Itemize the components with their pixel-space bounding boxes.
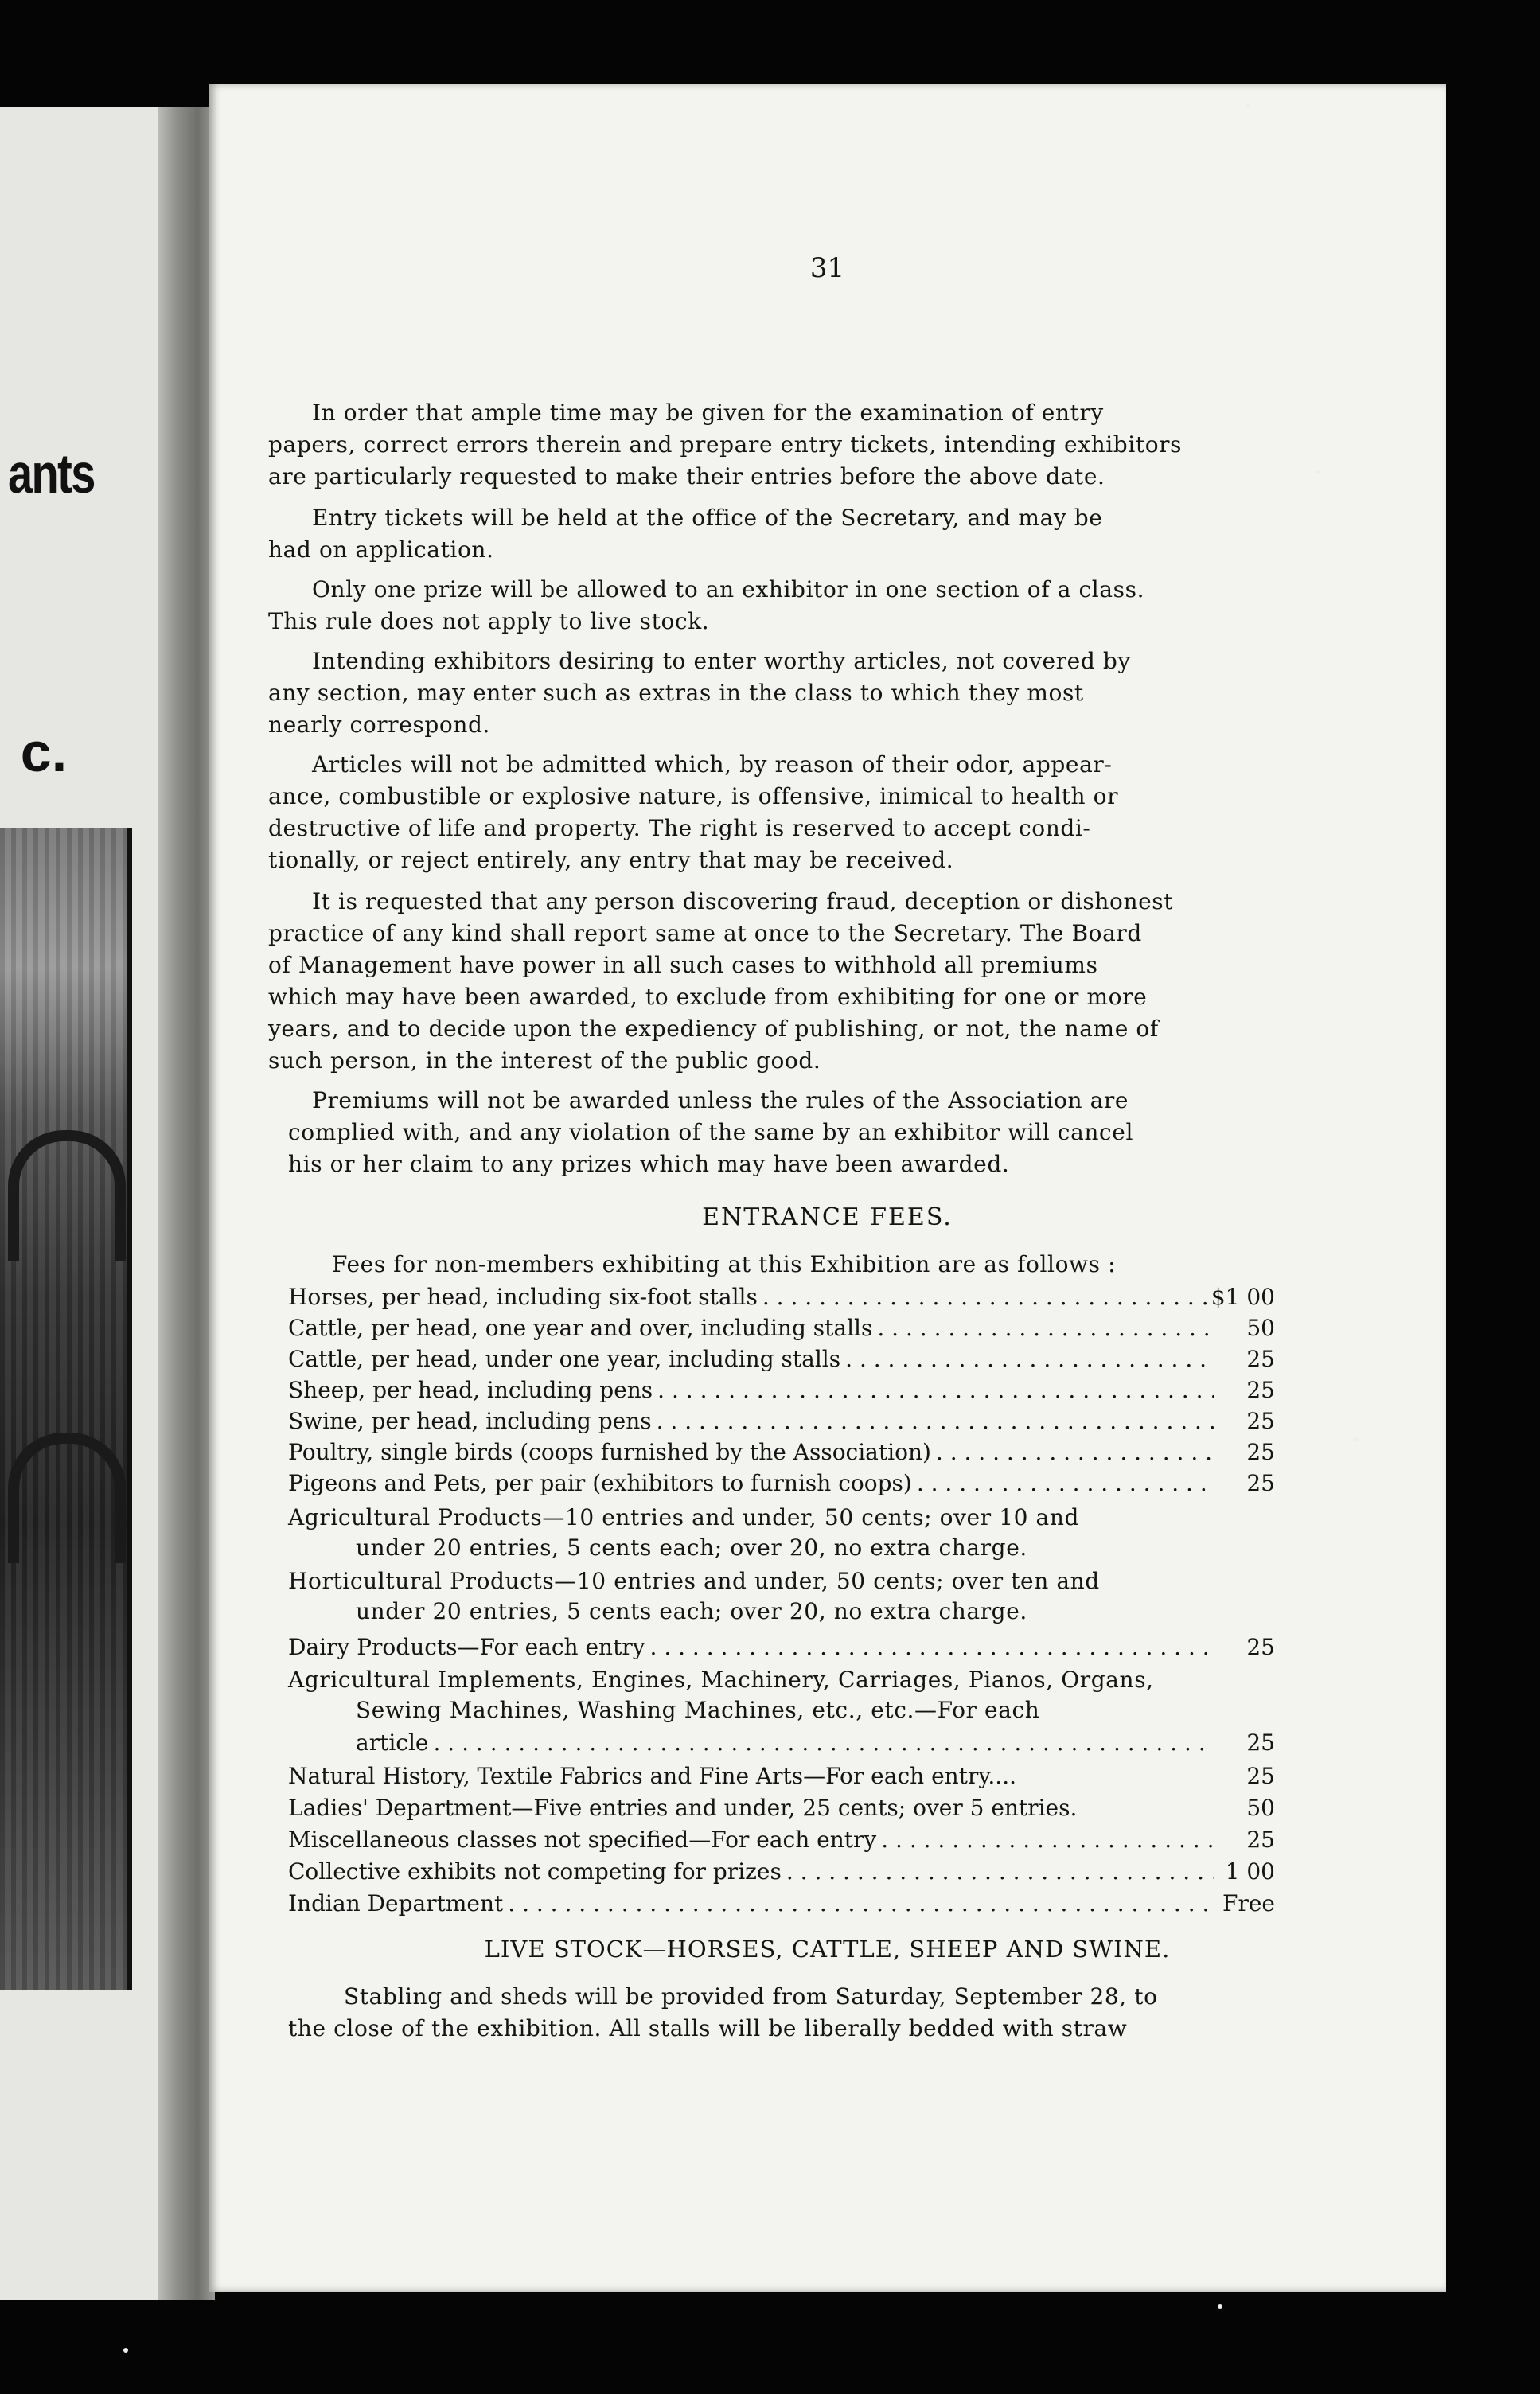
left-page-word-fragment: ants: [8, 443, 95, 505]
left-page-building-photo: [0, 828, 132, 1990]
horti-products-line: under 20 entries, 5 cents each; over 20, no extra charge.: [356, 1598, 1027, 1624]
fee-label: Indian Department: [288, 1890, 504, 1916]
fee-label: Horses, per head, including six-foot stalls: [288, 1284, 758, 1310]
fee-row: [288, 1284, 1275, 1311]
paragraph-line: destructive of life and property. The right is reserved to accept condi-: [268, 815, 1091, 841]
paragraph-line: Articles will not be admitted which, by reason of their odor, appear-: [312, 751, 1113, 778]
scan-speck: [1246, 103, 1250, 108]
paragraph-line: which may have been awarded, to exclude from exhibiting for one or more: [268, 984, 1148, 1010]
fee-label: Cattle, per head, one year and over, including stalls: [288, 1315, 873, 1341]
photo-arch: [8, 1433, 126, 1563]
paragraph-line: Entry tickets will be held at the office of the Secretary, and may be: [312, 505, 1103, 531]
paragraph-line: nearly correspond.: [268, 712, 491, 738]
paragraph-line: Only one prize will be allowed to an exhibitor in one section of a class.: [312, 576, 1145, 602]
paragraph-line: his or her claim to any prizes which may have been awarded.: [288, 1151, 1010, 1177]
implements-line: Agricultural Implements, Engines, Machinery, Carriages, Pianos, Organs,: [288, 1667, 1154, 1693]
fee-row: [288, 1795, 1275, 1822]
paragraph-line: It is requested that any person discovering fraud, deception or dishonest: [312, 888, 1174, 914]
fee-label: Miscellaneous classes not specified—For each entry: [288, 1827, 877, 1853]
agri-products-line: Agricultural Products—10 entries and under, 50 cents; over 10 and: [288, 1504, 1079, 1530]
dot-leader: [657, 1377, 1214, 1403]
implements-line: Sewing Machines, Washing Machines, etc., etc.—For each: [356, 1697, 1040, 1723]
paragraph-line: In order that ample time may be given for the examination of entry: [312, 400, 1104, 426]
entrance-fees-heading: ENTRANCE FEES.: [702, 1203, 953, 1231]
scan-speck: [123, 2348, 128, 2353]
paragraph-line: complied with, and any violation of the same by an exhibitor will cancel: [288, 1119, 1134, 1145]
dot-leader: [936, 1439, 1214, 1465]
scan-speck: [1218, 2304, 1222, 2309]
fee-amount: Free: [1222, 1890, 1275, 1916]
paragraph-line: Intending exhibitors desiring to enter worthy articles, not covered by: [312, 648, 1131, 674]
fee-row-implements: [356, 1729, 1275, 1757]
scan-speck: [1353, 1437, 1358, 1441]
paragraph-line: any section, may enter such as extras in the class to which they most: [268, 680, 1084, 706]
paragraph-line: tionally, or reject entirely, any entry that may be received.: [268, 847, 954, 873]
fee-amount: 25: [1246, 1346, 1275, 1372]
fee-amount: 25: [1246, 1763, 1275, 1789]
fee-row: [288, 1890, 1275, 1917]
fee-row: [288, 1470, 1275, 1497]
fee-amount: 1 00: [1225, 1858, 1275, 1885]
fee-label: Pigeons and Pets, per pair (exhibitors to furnish coops): [288, 1470, 912, 1496]
fee-amount: 25: [1246, 1408, 1275, 1434]
fee-row: [288, 1439, 1275, 1466]
fee-amount: 25: [1246, 1634, 1275, 1660]
dot-leader: [434, 1729, 1215, 1756]
dot-leader: [508, 1890, 1214, 1916]
fee-row: [288, 1827, 1275, 1854]
paragraph-line: such person, in the interest of the public good.: [268, 1047, 821, 1074]
fee-label: Sheep, per head, including pens: [288, 1377, 653, 1403]
photo-arch: [8, 1130, 126, 1261]
dot-leader: [845, 1346, 1214, 1372]
fee-label: Dairy Products—For each entry: [288, 1634, 645, 1660]
fee-row: [288, 1315, 1275, 1342]
fee-label: Natural History, Textile Fabrics and Fine Arts—For each entry....: [288, 1763, 1017, 1789]
fee-amount: 25: [1246, 1377, 1275, 1403]
dot-leader: [917, 1470, 1214, 1496]
dot-leader: [877, 1315, 1214, 1341]
fee-row-dairy: [288, 1634, 1275, 1661]
fee-label: Collective exhibits not competing for prizes: [288, 1858, 782, 1885]
agri-products-line: under 20 entries, 5 cents each; over 20, no extra charge.: [356, 1534, 1027, 1561]
paragraph-line: ance, combustible or explosive nature, is offensive, inimical to health or: [268, 783, 1119, 809]
dot-leader: [650, 1634, 1214, 1660]
paragraph-line: had on application.: [268, 536, 494, 563]
dot-leader: [657, 1408, 1214, 1434]
fee-amount: 25: [1246, 1470, 1275, 1496]
fee-amount: 50: [1246, 1315, 1275, 1341]
paragraph-line: Premiums will not be awarded unless the rules of the Association are: [312, 1087, 1129, 1113]
paragraph-line: papers, correct errors therein and prepare entry tickets, intending exhibitors: [268, 431, 1183, 458]
paragraph-line: This rule does not apply to live stock.: [268, 608, 710, 634]
fee-label: article: [356, 1729, 429, 1756]
fee-label: Swine, per head, including pens: [288, 1408, 652, 1434]
live-stock-line: the close of the exhibition. All stalls will be liberally bedded with straw: [288, 2015, 1128, 2041]
fee-row: [288, 1858, 1275, 1885]
scan-speck: [1315, 470, 1320, 474]
fee-row: [288, 1346, 1275, 1373]
fee-amount: 50: [1246, 1795, 1275, 1821]
left-page-letter-fragment: c.: [20, 721, 68, 783]
paragraph-line: practice of any kind shall report same at once to the Secretary. The Board: [268, 920, 1142, 946]
fee-label: Ladies' Department—Five entries and under, 25 cents; over 5 entries.: [288, 1795, 1078, 1821]
fee-amount: 25: [1246, 1439, 1275, 1465]
live-stock-heading: LIVE STOCK—HORSES, CATTLE, SHEEP AND SWINE.: [484, 1936, 1171, 1963]
fee-row: [288, 1408, 1275, 1435]
dot-leader: [881, 1827, 1214, 1853]
paragraph-line: are particularly requested to make their entries before the above date.: [268, 463, 1105, 489]
fee-row: [288, 1377, 1275, 1404]
dot-leader: [786, 1858, 1214, 1885]
horti-products-line: Horticultural Products—10 entries and under, 50 cents; over ten and: [288, 1568, 1100, 1594]
paragraph-line: years, and to decide upon the expediency of publishing, or not, the name of: [268, 1016, 1159, 1042]
fee-row: [288, 1763, 1275, 1790]
page-number: 31: [809, 252, 845, 284]
document-page: [209, 84, 1446, 2292]
book-binding-gutter: [158, 107, 215, 2300]
dot-leader: [762, 1284, 1207, 1310]
live-stock-line: Stabling and sheds will be provided from Saturday, September 28, to: [344, 1983, 1158, 2010]
fee-amount: 25: [1246, 1729, 1275, 1756]
fee-amount: 25: [1246, 1827, 1275, 1853]
paragraph-line: of Management have power in all such cases to withhold all premiums: [268, 952, 1098, 978]
fee-label: Cattle, per head, under one year, including stalls: [288, 1346, 841, 1372]
fee-label: Poultry, single birds (coops furnished by the Association): [288, 1439, 931, 1465]
fee-amount: $1 00: [1211, 1284, 1275, 1310]
fees-intro: Fees for non-members exhibiting at this Exhibition are as follows :: [332, 1251, 1117, 1277]
